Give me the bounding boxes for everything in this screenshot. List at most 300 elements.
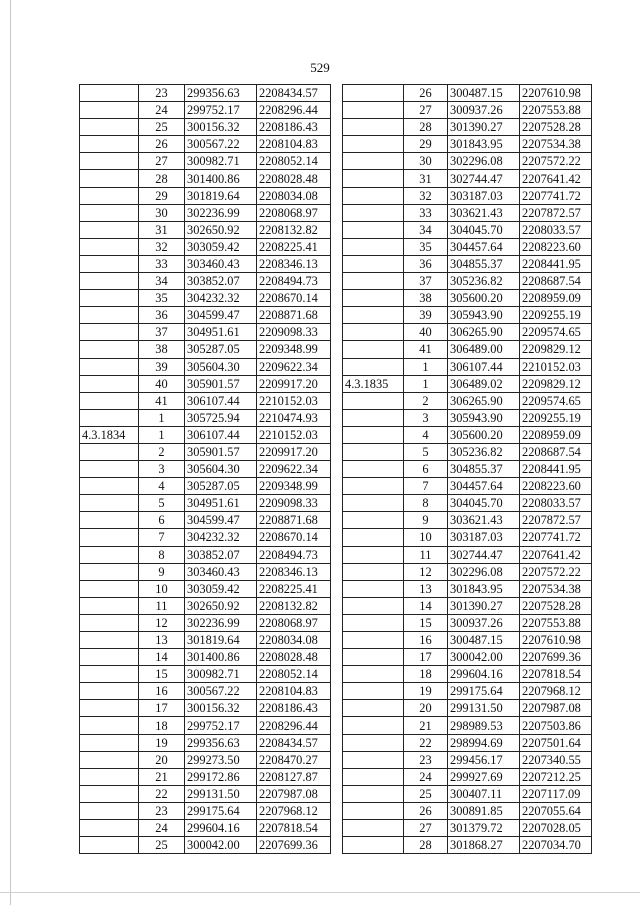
y-coordinate-cell: 2208670.14 [257,290,331,307]
y-coordinate-cell: 2208296.44 [257,717,331,734]
section-id-cell [343,614,404,631]
point-number-cell: 10 [404,529,448,546]
section-id-cell [80,461,139,478]
section-id-cell [343,597,404,614]
section-id-cell [80,238,139,255]
x-coordinate-cell: 301390.27 [448,597,520,614]
point-number-cell: 22 [404,734,448,751]
table-row [80,324,331,341]
x-coordinate-cell: 301843.95 [448,580,520,597]
y-coordinate-cell: 2207340.55 [520,751,592,768]
section-id-cell [343,666,404,683]
x-coordinate-cell: 304855.37 [448,255,520,272]
x-coordinate-cell: 305901.57 [185,443,257,460]
point-number-cell: 19 [139,734,185,751]
point-number-cell: 1 [139,426,185,443]
table-row [343,375,592,392]
table-row [80,375,331,392]
section-id-cell [343,478,404,495]
section-id-cell [343,255,404,272]
section-id-cell [343,820,404,837]
section-id-cell [343,768,404,785]
point-number-cell: 30 [404,153,448,170]
section-id-cell [80,495,139,512]
section-id-cell [80,478,139,495]
table-row [343,768,592,785]
point-number-cell: 11 [404,546,448,563]
point-number-cell: 28 [404,119,448,136]
table-row [80,85,331,102]
x-coordinate-cell: 304232.32 [185,290,257,307]
table-row [80,392,331,409]
x-coordinate-cell: 304951.61 [185,324,257,341]
point-number-cell: 14 [139,649,185,666]
table-row [343,170,592,187]
x-coordinate-cell: 300937.26 [448,102,520,119]
point-number-cell: 33 [404,204,448,221]
point-number-cell: 11 [139,597,185,614]
y-coordinate-cell: 2209255.19 [520,409,592,426]
section-id-cell [343,443,404,460]
table-row [80,563,331,580]
section-id-cell [80,307,139,324]
table-row [343,666,592,683]
point-number-cell: 8 [404,495,448,512]
section-id-cell [80,837,139,854]
point-number-cell: 39 [139,358,185,375]
section-id-cell [343,204,404,221]
point-number-cell: 1 [404,375,448,392]
point-number-cell: 5 [404,443,448,460]
table-row [80,409,331,426]
table-row [343,837,592,854]
table-row [80,273,331,290]
y-coordinate-cell: 2208028.48 [257,170,331,187]
x-coordinate-cell: 299604.16 [185,820,257,837]
point-number-cell: 41 [139,392,185,409]
point-number-cell: 24 [404,768,448,785]
section-id-cell [343,495,404,512]
x-coordinate-cell: 306107.44 [185,426,257,443]
x-coordinate-cell: 300567.22 [185,136,257,153]
x-coordinate-cell: 303059.42 [185,238,257,255]
point-number-cell: 29 [404,136,448,153]
section-id-cell [343,563,404,580]
table-row [343,614,592,631]
x-coordinate-cell: 299752.17 [185,102,257,119]
y-coordinate-cell: 2208034.08 [257,187,331,204]
y-coordinate-cell: 2208033.57 [520,495,592,512]
point-number-cell: 38 [404,290,448,307]
section-id-cell [343,700,404,717]
section-id-cell [80,512,139,529]
table-row [343,290,592,307]
x-coordinate-cell: 302744.47 [448,170,520,187]
table-row [80,820,331,837]
x-coordinate-cell: 299456.17 [448,751,520,768]
left-table-body [80,85,331,854]
table-row [80,341,331,358]
section-id-cell [343,426,404,443]
section-id-cell [343,238,404,255]
x-coordinate-cell: 299752.17 [185,717,257,734]
x-coordinate-cell: 298989.53 [448,717,520,734]
section-id-cell [80,102,139,119]
table-row [343,802,592,819]
section-id-cell [343,461,404,478]
y-coordinate-cell: 2208441.95 [520,461,592,478]
section-id-cell [80,683,139,700]
y-coordinate-cell: 2207699.36 [520,649,592,666]
x-coordinate-cell: 304457.64 [448,478,520,495]
section-id-cell [80,273,139,290]
section-id-cell [343,529,404,546]
point-number-cell: 23 [404,751,448,768]
y-coordinate-cell: 2207034.70 [520,837,592,854]
y-coordinate-cell: 2208296.44 [257,102,331,119]
point-number-cell: 30 [139,204,185,221]
y-coordinate-cell: 2208670.14 [257,529,331,546]
y-coordinate-cell: 2207503.86 [520,717,592,734]
x-coordinate-cell: 304855.37 [448,461,520,478]
section-id-cell [343,307,404,324]
point-number-cell: 36 [404,255,448,272]
x-coordinate-cell: 300156.32 [185,119,257,136]
x-coordinate-cell: 300042.00 [448,649,520,666]
table-row [343,119,592,136]
point-number-cell: 27 [404,820,448,837]
point-number-cell: 26 [404,802,448,819]
x-coordinate-cell: 304232.32 [185,529,257,546]
table-row [80,187,331,204]
point-number-cell: 16 [139,683,185,700]
table-row [80,221,331,238]
point-number-cell: 14 [404,597,448,614]
x-coordinate-cell: 301819.64 [185,632,257,649]
section-id-cell [343,546,404,563]
table-row [80,512,331,529]
x-coordinate-cell: 300891.85 [448,802,520,819]
section-id-cell [343,290,404,307]
x-coordinate-cell: 306489.00 [448,341,520,358]
section-id-cell [80,255,139,272]
table-row [343,512,592,529]
section-id-cell [80,341,139,358]
y-coordinate-cell: 2210152.03 [520,358,592,375]
section-id-cell [80,85,139,102]
table-row [343,392,592,409]
table-row [80,614,331,631]
x-coordinate-cell: 300042.00 [185,837,257,854]
y-coordinate-cell: 2208034.08 [257,632,331,649]
table-row [80,358,331,375]
y-coordinate-cell: 2208470.27 [257,751,331,768]
x-coordinate-cell: 304951.61 [185,495,257,512]
scan-edge-bottom [0,892,640,893]
section-id-cell [343,85,404,102]
y-coordinate-cell: 2207741.72 [520,529,592,546]
table-row [343,563,592,580]
table-row [343,187,592,204]
x-coordinate-cell: 305901.57 [185,375,257,392]
point-number-cell: 27 [404,102,448,119]
point-number-cell: 27 [139,153,185,170]
section-id-cell [343,324,404,341]
x-coordinate-cell: 304599.47 [185,307,257,324]
x-coordinate-cell: 303621.43 [448,204,520,221]
point-number-cell: 6 [139,512,185,529]
y-coordinate-cell: 2208959.09 [520,426,592,443]
point-number-cell: 18 [139,717,185,734]
section-id-cell [80,785,139,802]
section-id-cell [80,802,139,819]
y-coordinate-cell: 2208434.57 [257,734,331,751]
x-coordinate-cell: 305287.05 [185,478,257,495]
y-coordinate-cell: 2209829.12 [520,341,592,358]
y-coordinate-cell: 2210152.03 [257,392,331,409]
x-coordinate-cell: 305287.05 [185,341,257,358]
table-row [343,478,592,495]
section-id-cell [343,751,404,768]
y-coordinate-cell: 2207641.42 [520,546,592,563]
right-table-body [343,85,592,854]
x-coordinate-cell: 303852.07 [185,546,257,563]
section-id-cell: 4.3.1835 [343,375,404,392]
point-number-cell: 28 [139,170,185,187]
section-id-cell [343,409,404,426]
point-number-cell: 21 [404,717,448,734]
point-number-cell: 24 [139,820,185,837]
point-number-cell: 41 [404,341,448,358]
y-coordinate-cell: 2208434.57 [257,85,331,102]
left-coordinate-table [79,84,331,854]
table-row [80,802,331,819]
y-coordinate-cell: 2207028.05 [520,820,592,837]
table-row [80,529,331,546]
table-row [343,221,592,238]
table-row [343,238,592,255]
y-coordinate-cell: 2208127.87 [257,768,331,785]
y-coordinate-cell: 2207055.64 [520,802,592,819]
x-coordinate-cell: 302744.47 [448,546,520,563]
y-coordinate-cell: 2207818.54 [257,820,331,837]
point-number-cell: 16 [404,632,448,649]
point-number-cell: 40 [404,324,448,341]
table-row [80,580,331,597]
y-coordinate-cell: 2207528.28 [520,597,592,614]
x-coordinate-cell: 301379.72 [448,820,520,837]
y-coordinate-cell: 2209622.34 [257,461,331,478]
y-coordinate-cell: 2208871.68 [257,512,331,529]
x-coordinate-cell: 301843.95 [448,136,520,153]
y-coordinate-cell: 2207572.22 [520,153,592,170]
section-id-cell [80,597,139,614]
point-number-cell: 5 [139,495,185,512]
point-number-cell: 21 [139,768,185,785]
point-number-cell: 25 [404,785,448,802]
section-id-cell [343,392,404,409]
table-row [343,341,592,358]
right-coordinate-table [342,84,592,854]
x-coordinate-cell: 301400.86 [185,170,257,187]
point-number-cell: 24 [139,102,185,119]
table-row [343,409,592,426]
x-coordinate-cell: 304457.64 [448,238,520,255]
x-coordinate-cell: 304045.70 [448,221,520,238]
scan-edge-left [10,0,11,905]
point-number-cell: 35 [139,290,185,307]
table-row [80,426,331,443]
point-number-cell: 17 [139,700,185,717]
table-row [80,700,331,717]
section-id-cell [80,717,139,734]
table-row [343,683,592,700]
x-coordinate-cell: 302236.99 [185,204,257,221]
x-coordinate-cell: 302296.08 [448,153,520,170]
y-coordinate-cell: 2208494.73 [257,273,331,290]
table-row [80,170,331,187]
y-coordinate-cell: 2207641.42 [520,170,592,187]
y-coordinate-cell: 2208871.68 [257,307,331,324]
point-number-cell: 13 [139,632,185,649]
table-row [80,204,331,221]
table-row [343,495,592,512]
x-coordinate-cell: 305604.30 [185,358,257,375]
point-number-cell: 2 [139,443,185,460]
point-number-cell: 9 [404,512,448,529]
section-id-cell [343,358,404,375]
point-number-cell: 15 [404,614,448,631]
section-id-cell [80,649,139,666]
table-row [343,820,592,837]
y-coordinate-cell: 2208687.54 [520,273,592,290]
y-coordinate-cell: 2209348.99 [257,341,331,358]
table-row [80,238,331,255]
point-number-cell: 18 [404,666,448,683]
y-coordinate-cell: 2207818.54 [520,666,592,683]
x-coordinate-cell: 304599.47 [185,512,257,529]
x-coordinate-cell: 298994.69 [448,734,520,751]
point-number-cell: 34 [139,273,185,290]
section-id-cell [343,837,404,854]
table-row [80,734,331,751]
section-id-cell [343,734,404,751]
y-coordinate-cell: 2208052.14 [257,666,331,683]
table-row [343,307,592,324]
y-coordinate-cell: 2209098.33 [257,495,331,512]
section-id-cell [80,734,139,751]
point-number-cell: 39 [404,307,448,324]
point-number-cell: 34 [404,221,448,238]
table-row [80,478,331,495]
x-coordinate-cell: 303187.03 [448,187,520,204]
x-coordinate-cell: 299356.63 [185,85,257,102]
table-row [343,734,592,751]
section-id-cell [80,221,139,238]
y-coordinate-cell: 2209574.65 [520,392,592,409]
y-coordinate-cell: 2207534.38 [520,580,592,597]
y-coordinate-cell: 2208346.13 [257,255,331,272]
y-coordinate-cell: 2207572.22 [520,563,592,580]
table-row [80,683,331,700]
table-row [80,255,331,272]
y-coordinate-cell: 2209098.33 [257,324,331,341]
x-coordinate-cell: 305600.20 [448,426,520,443]
y-coordinate-cell: 2209255.19 [520,307,592,324]
y-coordinate-cell: 2207872.57 [520,204,592,221]
section-id-cell [343,717,404,734]
section-id-cell [80,358,139,375]
y-coordinate-cell: 2208104.83 [257,683,331,700]
section-id-cell [80,187,139,204]
y-coordinate-cell: 2210474.93 [257,409,331,426]
table-row [80,443,331,460]
point-number-cell: 25 [139,837,185,854]
x-coordinate-cell: 303852.07 [185,273,257,290]
table-row [80,717,331,734]
y-coordinate-cell: 2208223.60 [520,478,592,495]
section-id-cell [343,512,404,529]
point-number-cell: 32 [404,187,448,204]
page-number: 529 [310,60,330,75]
table-row [343,136,592,153]
x-coordinate-cell: 303460.43 [185,563,257,580]
section-id-cell [80,136,139,153]
point-number-cell: 19 [404,683,448,700]
section-id-cell [80,614,139,631]
section-id-cell [343,170,404,187]
table-row [80,837,331,854]
y-coordinate-cell: 2208494.73 [257,546,331,563]
y-coordinate-cell: 2208104.83 [257,136,331,153]
y-coordinate-cell: 2208687.54 [520,443,592,460]
point-number-cell: 31 [139,221,185,238]
x-coordinate-cell: 300407.11 [448,785,520,802]
point-number-cell: 6 [404,461,448,478]
section-id-cell [80,529,139,546]
point-number-cell: 37 [404,273,448,290]
table-row [343,85,592,102]
x-coordinate-cell: 299175.64 [185,802,257,819]
section-id-cell [343,119,404,136]
table-row [343,649,592,666]
point-number-cell: 23 [139,802,185,819]
x-coordinate-cell: 300487.15 [448,85,520,102]
x-coordinate-cell: 303621.43 [448,512,520,529]
x-coordinate-cell: 302236.99 [185,614,257,631]
section-id-cell [80,375,139,392]
x-coordinate-cell: 299356.63 [185,734,257,751]
y-coordinate-cell: 2208186.43 [257,119,331,136]
x-coordinate-cell: 303187.03 [448,529,520,546]
x-coordinate-cell: 306107.44 [448,358,520,375]
y-coordinate-cell: 2208959.09 [520,290,592,307]
table-row [80,649,331,666]
x-coordinate-cell: 305236.82 [448,443,520,460]
point-number-cell: 20 [139,751,185,768]
point-number-cell: 12 [139,614,185,631]
table-row [343,700,592,717]
x-coordinate-cell: 303460.43 [185,255,257,272]
table-row [80,136,331,153]
y-coordinate-cell: 2207987.08 [520,700,592,717]
table-row [343,529,592,546]
y-coordinate-cell: 2208346.13 [257,563,331,580]
point-number-cell: 22 [139,785,185,802]
point-number-cell: 10 [139,580,185,597]
y-coordinate-cell: 2207610.98 [520,85,592,102]
point-number-cell: 15 [139,666,185,683]
